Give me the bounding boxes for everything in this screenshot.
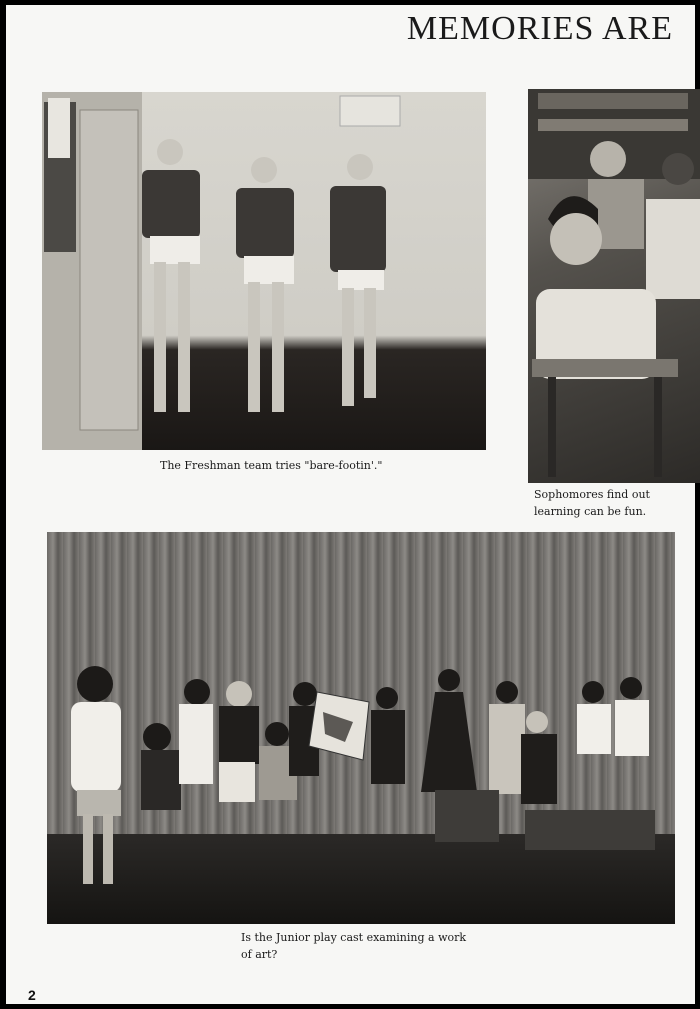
yearbook-page: [6, 5, 695, 1004]
sophomores-illustration: [528, 89, 700, 483]
page-number: 2: [28, 987, 36, 1003]
sophomores-caption-line-2: learning can be fun.: [534, 505, 647, 518]
freshman-team-photo: [42, 92, 486, 450]
junior-play-photo: [47, 532, 675, 924]
freshman-team-illustration: [42, 92, 486, 450]
sophomores-caption-line-1: Sophomores find out: [534, 488, 650, 501]
junior-play-illustration: [47, 532, 675, 924]
sophomores-caption: [534, 486, 650, 520]
junior-play-caption: [241, 929, 466, 963]
junior-play-caption-line-2: of art?: [241, 948, 278, 961]
junior-play-caption-line-1: Is the Junior play cast examining a work: [241, 931, 467, 944]
page-headline: MEMORIES ARE: [406, 10, 673, 47]
freshman-caption: The Freshman team tries "bare-footin'.": [160, 459, 383, 472]
sophomores-photo: [528, 89, 700, 483]
